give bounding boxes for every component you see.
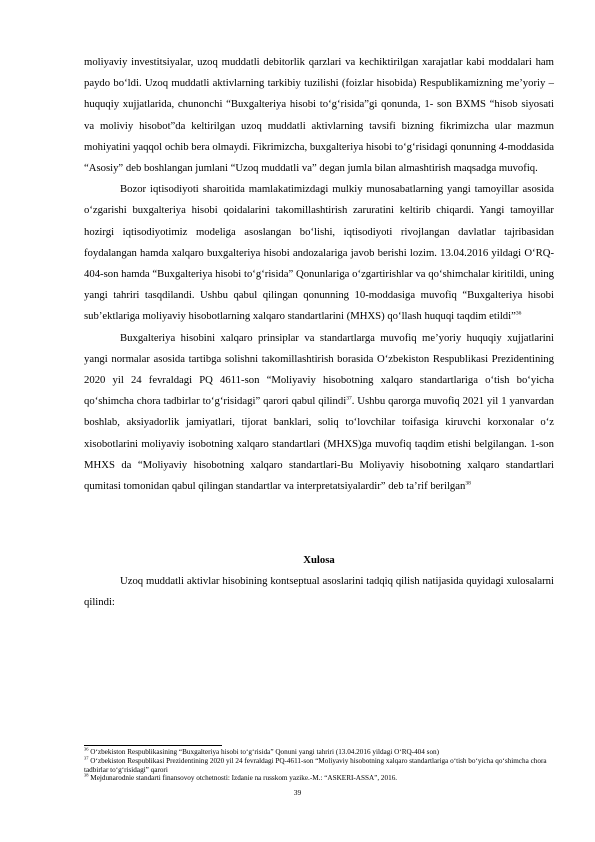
paragraph-2 xyxy=(84,179,554,327)
paragraph-3 xyxy=(84,328,554,498)
footnote-text: O‘zbekiston Respublikasining “Buxgalteriya hisobi to‘g‘risida” Qonuni yangi tahriri (13.04.2016 yildagi O‘RQ-404 son) xyxy=(88,748,440,756)
paragraph-3-continuation: . Ushbu qarorga muvofiq 2021 yil 1 yanvardan boshlab, aksiyadorlik jamiyatlari, tijorat banklari, soliq to‘lovchilar toifasiga kiruvchi korxonalar o‘z xisobotlarini moliyaviy isobotning xalqaro standartlari (MHXS)ga muvofiq taqdim etishi belgilangan. 1-son MHXS da “Moliyaviy hisobotning xalqaro standartlari-Bu Moliyaviy hisobotning xalqaro standartlari qumitasi tomonidan qabul qilingan standartlar va interpretatsiyalardir” deb ta’rif berilgan xyxy=(84,395,555,493)
footnotes xyxy=(84,745,554,783)
page-body xyxy=(84,52,554,614)
page-number: 39 xyxy=(293,788,302,797)
footnote-number: 38 xyxy=(84,773,89,778)
footnote-38 xyxy=(84,774,554,783)
conclusion-title: Xulosa xyxy=(303,554,335,567)
spacer xyxy=(84,497,554,549)
footnote-ref-37[interactable]: 37 xyxy=(346,395,352,402)
paragraph-1: moliyaviy investitsiyalar, uzoq muddatli debitorlik qarzlari va kechiktirilgan xarajatlar kabi moddalari ham paydo bo‘ldi. Uzoq muddatli aktivlarning tarkibiy tuzilishi (foizlar hisobida) Respublikamizning me’yoriy –huquqiy xujjatlarida, chunonchi “Buxgalteriya hisobi to‘g‘risida”gi qonunda, 1- son BXMS “hisob siyosati va moliviy hisobot”da keltirilgan uzoq muddatli aktivlarning tavsifi bizning fikrimizcha ular mazmun mohiyatini yaqqol ochib bera olmaydi. Fikrimizcha, buxgalteriya hisobi to‘g‘risidagi qonunning 4-moddasida “Asosiy” deb boshlangan jumlani “Uzoq muddatli va” degan jumla bilan almashtirish maqsadga muvofiq. xyxy=(84,56,554,175)
conclusion-text: Uzoq muddatli aktivlar hisobining kontseptual asoslarini tadqiq qilish natijasida quyidagi xulosalarni qilindi: xyxy=(84,575,554,609)
footnote-text: Mejdunarodnie standarti finansovoy otchetnosti: Izdanie na russkom yazike.-M.: “ASKERI-ASSA”, 2016. xyxy=(88,774,398,783)
footnote-text: O‘zbekiston Respublikasi Prezidentining 2020 yil 24 fevraldagi PQ-4611-son “Moliyaviy hisobotning xalqaro standartlariga o‘tish bo‘yicha qo‘shimcha chora tadbirlar to‘g‘risidagi” qarori xyxy=(84,756,547,774)
footnote-separator xyxy=(84,745,222,746)
footnote-ref-36[interactable]: 36 xyxy=(515,310,522,317)
footnote-36 xyxy=(84,748,554,757)
paragraph-2-text: Bozor iqtisodiyoti sharoitida mamlakatimizdagi mulkiy munosabatlarning yangi tamoyillar asosida o‘zgarishi buxgalteriya hisobi qoidalarini takomillashtirish zaruratini keltirib chiqardi. Yangi tamoyillar hozirgi iqtisodiyotimiz modeliga asoslangan bo‘lishi, iqtisodiyoti rivojlangan davlatlar tajribasidan foydalangan hamda xalqaro buxgalteriya hisobi andozalariga javob berishi lozim. 13.04.2016 yildagi O‘RQ-404-son hamda “Buxgalteriya hisobi to‘g‘risida” Qonunlariga o‘zgartirishlar va qo‘shimchalar kiritildi, uning yangi tahriri tasqdilandi. Ushbu qabul qilingan qonunning 10-moddasiga muvofiq “Buxgalteriya hisobi sub’ektlariga moliyaviy hisobotlarning xalqaro standartlarini (MHXS) qo‘llash huquqi taqdim etildi” xyxy=(84,183,554,323)
footnote-ref-38[interactable]: 38 xyxy=(465,480,471,487)
footnote-number: 37 xyxy=(84,755,89,761)
footnote-37 xyxy=(84,757,554,775)
paragraph-3-text: Buxgalteriya hisobini xalqaro prinsiplar va standartlarga muvofiq me’yoriy huquqiy xujjatlarini yangi normalar asosida tartibga solishni takomillashtirish borasida O‘zbekiston Respublikasi Prezidentining 2020 yil 24 fevraldagi PQ 4611-son “Moliyaviy hisobotning xalqaro standartlariga o‘tish bo‘yicha qo‘shimcha chora tadbirlar to‘g‘risidagi” qarori qabul qilindi xyxy=(84,331,554,408)
footnote-number: 36 xyxy=(84,746,89,752)
